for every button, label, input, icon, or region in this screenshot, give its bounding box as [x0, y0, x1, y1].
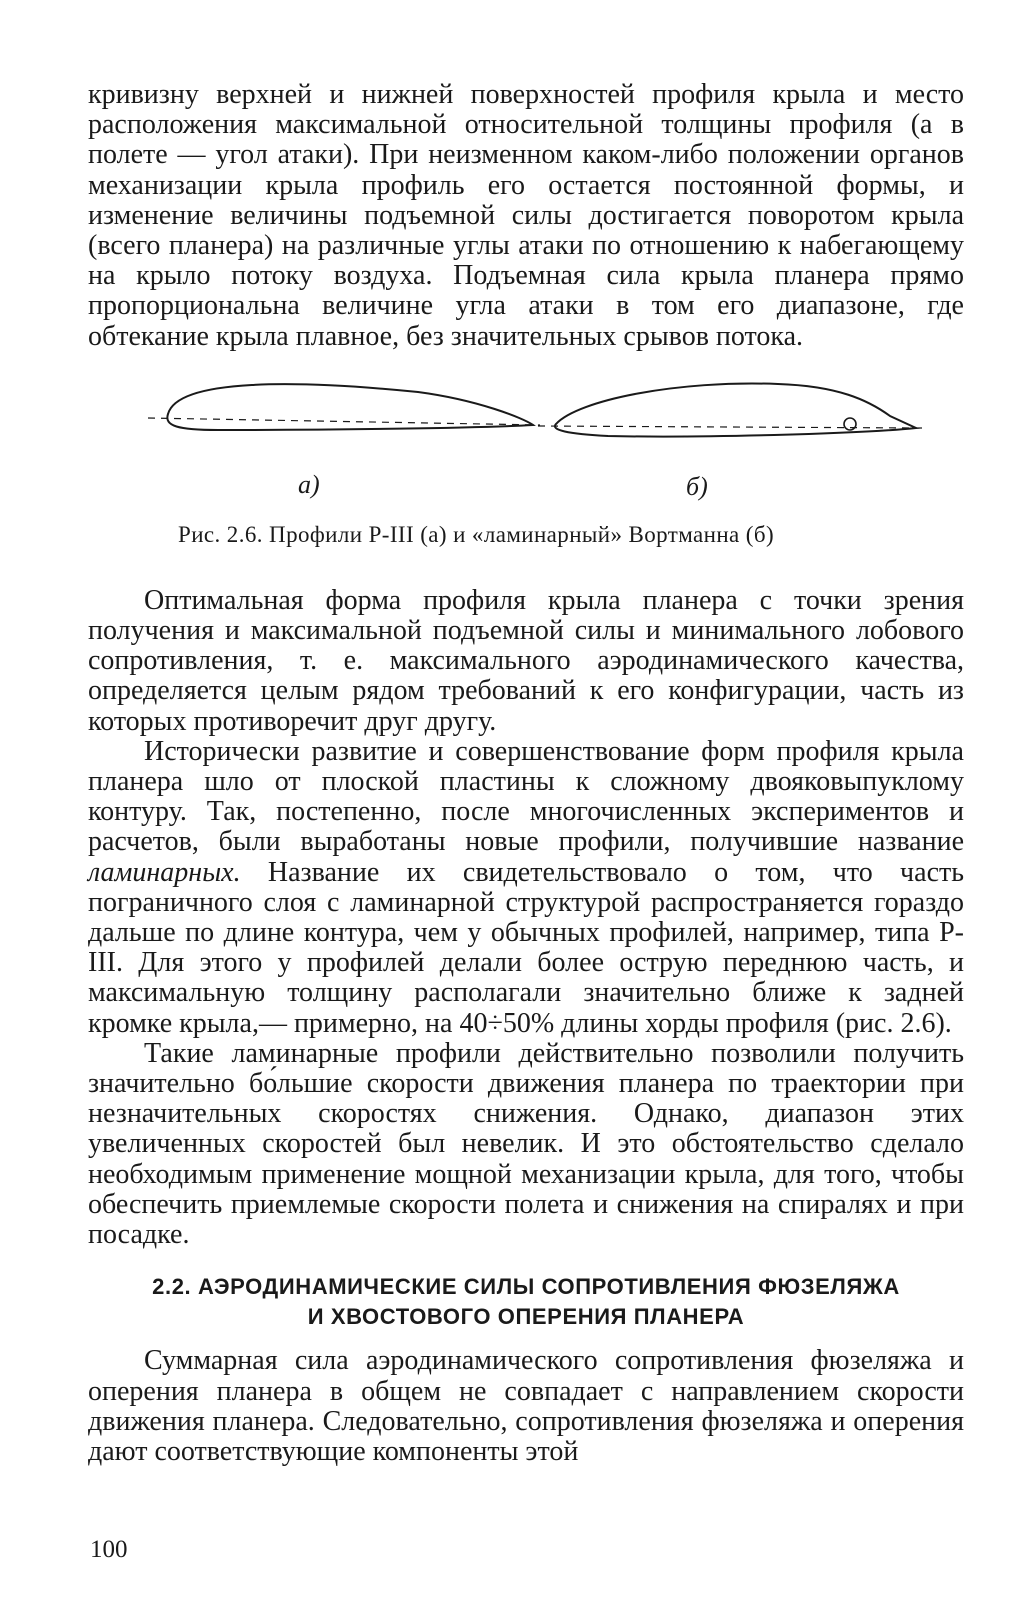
- section-heading: [88, 1272, 964, 1332]
- paragraph-historical-text-before: Исторически развитие и совершенствование форм профиля крыла планера шло от плоской пластины к сложному двояковыпуклому контуру. Так, постепенно, после многочисленных экспериментов и расчетов, были выработаны новые профили, получившие название: [88, 735, 964, 858]
- section-heading-line-1: 2.2. АЭРОДИНАМИЧЕСКИЕ СИЛЫ СОПРОТИВЛЕНИЯ ФЮЗЕЛЯЖА: [152, 1274, 900, 1300]
- paragraph-total-drag: Суммарная сила аэродинамического сопротивления фюзеляжа и оперения планера в общем не совпадает с направлением скорости движения планера. Следовательно, сопротивления фюзеляжа и оперения дают соответствующие компоненты этой: [88, 1345, 964, 1467]
- figure-label-a: а): [298, 469, 320, 499]
- paragraph-laminar-profiles: Такие ламинарные профили действительно позволили получить значительно бо́льшие скорости движения планера по траектории при незначительных скоростях снижения. Однако, диапазон этих увеличенных скоростей был невелик. И это обстоятельство сделало необходимым применение мощной механизации крыла, для того, чтобы обеспечить приемлемые скорости полета и снижения на спиралях и при посадке.: [88, 1037, 964, 1251]
- paragraph-continuation: кривизну верхней и нижней поверхностей профиля крыла и место расположения максимальной относительной толщины профиля (а в полете — угол атаки). При неизменном каком-либо положении органов механизации крыла профиль его остается постоянной формы, и изменение величины подъемной силы достигается поворотом крыла (всего планера) на различные углы атаки по отношению к набегающему на крыло потоку воздуха. Подъемная сила крыла планера прямо пропорциональна величине угла атаки в том его диапазоне, где обтекание крыла плавное, без значительных срывов потока.: [88, 79, 964, 352]
- profile-wortmann-chord: [538, 426, 922, 428]
- profile-wortmann-outline: [555, 383, 916, 436]
- section-heading-line-2: И ХВОСТОВОГО ОПЕРЕНИЯ ПЛАНЕРА: [307, 1304, 745, 1330]
- figure-2-6: [88, 374, 964, 586]
- profile-wortmann-drawing: [538, 383, 922, 436]
- paragraph-historical-italic-term: ламинарных.: [88, 856, 241, 888]
- figure-label-b: б): [686, 471, 708, 501]
- paragraph-historical-text-after: Название их свидетельствовало о том, что часть пограничного слоя с ламинарной структурой распространяется гораздо дальше по длине контура, чем у обычных профилей, например, типа Р-III. Для этого у профилей делали более острую переднюю часть, и максимальную толщину располагали значительно ближе к задней кромке крыла,— примерно, на 40÷50% длины хорды профиля (рис. 2.6).: [88, 856, 964, 1039]
- profile-r3-chord: [148, 418, 540, 425]
- paragraph-historical-development: [88, 737, 964, 1039]
- page-number: 100: [90, 1536, 128, 1563]
- airfoil-profiles-drawing: [138, 374, 938, 484]
- page-body: [88, 80, 964, 1467]
- profile-r3-drawing: [148, 384, 540, 430]
- paragraph-optimal-shape: Оптимальная форма профиля крыла планера с точки зрения получения и максимальной подъемной силы и минимального лобового сопротивления, т. е. максимального аэродинамического качества, определяется целым рядом требований к его конфигурации, часть из которых противоречит друг другу.: [88, 584, 964, 737]
- figure-caption: Рис. 2.6. Профили Р-III (а) и «ламинарный» Вортманна (б): [178, 521, 775, 547]
- profile-r3-outline: [167, 384, 533, 430]
